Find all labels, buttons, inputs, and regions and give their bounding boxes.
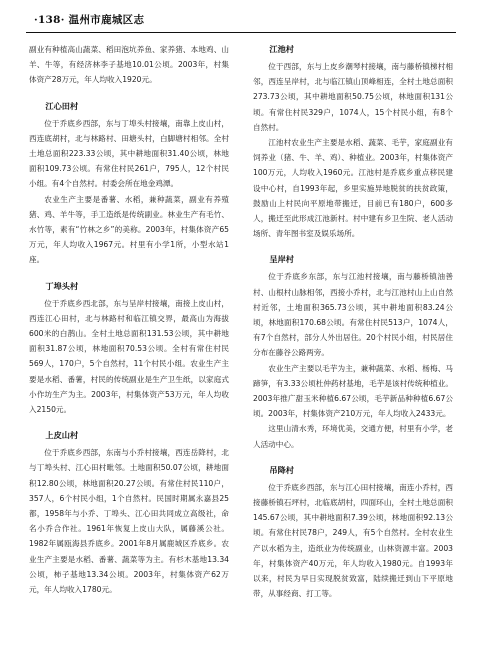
section-paragraph: 这里山清水秀，环境优美，交通方便，村里有小学，老人活动中心。 [253, 424, 453, 449]
section-paragraph: 位于乔底乡西部，东南与小乔村接壤，西连岳降村，北与丁埠头村、江心田村毗邻。土地面积50.07公顷，耕地面积12.80公顷，林地面积20.27公顷。有常住村民110户，357人，6个村民小组，1个自然村。民国时期属永嘉县25都，1958年与小乔、丁埠头、江心田共同成立高级社，命名小乔合作社。1961年恢复上皮山大队，属藤溪公社。1982年属瓯海县乔底乡。2001年8月属鹿城区乔底乡。农业生产主要是水稻、番薯、蔬菜等为主。有杉木基地13.34公顷，柿子基地13.34公顷。2003年，村集体资产62万元，年人均收入1780元。 [29, 448, 229, 595]
section-paragraph: 位于西部，东与上皮乡潮琴村接壤，南与藤桥镇梯村相邻，西连呈岸村，北与临江镇山顶峰相连，全村土地总面积273.73公顷，其中耕地面积50.75公顷，林地面积131公顷。有常住村民329户，1074人，15个村民小组，有8个自然村。 [253, 62, 453, 132]
section-title: 上皮山村 [45, 430, 79, 441]
section-title: 吊降村 [269, 464, 294, 475]
section-title: 江池村 [269, 44, 294, 54]
right-column [253, 42, 453, 602]
running-header [26, 10, 456, 32]
section-title: 江心田村 [45, 100, 79, 111]
section-title: 呈岸村 [269, 254, 294, 265]
page-number-and-title: ·138· 温州市鹿城区志 [34, 14, 145, 26]
section-paragraph: 位于乔底乡东部，东与江池村接壤，南与藤桥镇油善村、山根村山脉相邻，西接小乔村，北与江池村山上山自然村近邻，土地面积365.73公顷，其中耕地面积83.24公顷，林地面积170.68公顷。有常住村民513户，1074人，有7个自然村，部分人外出居住。20个村民小组，村民居住分布在藤谷公路两旁。 [253, 272, 453, 358]
section-paragraph: 位于乔底乡西北部，东与呈岸村接壤，南接上皮山村，西连江心田村，北与林路村和临江镇交界，最高山为海拔600米的白鹊山。全村土地总面积131.53公顷，其中耕地面积31.87公顷，林地面积70.53公顷。全村有常住村民569人，170户，5个自然村，11个村民小组。农业生产主要是水稻、番薯，村民的传统副业是生产卫生纸，以家庭式小作坊生产为主。2003年，村集体资产53万元，年人均收入2150元。 [29, 298, 229, 415]
section-title: 丁埠头村 [45, 280, 79, 291]
section-paragraph: 农业生产主要是番薯、水稻，兼种蔬菜，副业有养殖猪、鸡、羊牛等，手工造纸是传统副业。林业生产有毛竹、水竹等，素有“竹林之乡”的美称。2003年，村集体资产65万元，年人均收入1967元。村里有小学1所，小型水站1座。 [29, 194, 229, 265]
header-rule [26, 32, 456, 33]
section-paragraph: 位于乔底乡西部，东与丁埠头村接壤，南靠上皮山村，西连底胡村，北与林路村、田塘头村，白脚塘村相邻。全村土地总面积223.33公顷，其中耕地面积31.40公顷，林地面积109.73公顷。有常住村民261户，795人，12个村民小组。有4个自然村。村委会所在地金鸡潭。 [29, 118, 229, 189]
left-column [29, 42, 229, 597]
continued-paragraph: 副业有种植高山蔬菜、稻田泡坑养鱼、家养猪、本地鸡、山羊、牛等，有经济林李子基地10.01公顷。2003年，村集体资产28万元，年人均收入1920元。 [29, 45, 229, 85]
section-paragraph: 江池村农业生产主要是水稻、蔬菜、毛芋，家庭副业有饲养业（猪、牛、羊、鸡）、种植业。2003年，村集体资产100万元，人均收入1960元。江池村是乔底乡重点移民建设中心村，自1993年起，乡里实施异地脱贫的扶贫政策，鼓励山上村民向平原地带搬迁，目前已有180户，600多人，搬迁至此形成江池新村。村中建有乡卫生院、老人活动场所、青年图书室及娱乐场所。 [253, 138, 453, 239]
section-paragraph: 农业生产主要以毛芋为主，兼种蔬菜、水稻、杨梅、马蹄笋，有3.33公顷杜仲药材基地，毛芋是该村传统种植业。2003年推广甜玉米种植6.67公顷，毛芋新品种种植6.67公顷。2003年，村集体资产210万元，年人均收入2433元。 [253, 363, 453, 419]
section-paragraph: 位于乔底乡西部，东与江心田村接壤，南连小乔村，西接藤桥镇石坪村，北临底胡村，四面环山，全村土地总面积145.67公顷，其中耕地面积7.39公顷，林地面积92.13公顷。有常住村民78户，249人，有5个自然村。全村农业生产以水稻为主，造纸业为传统副业，山林资源丰富。2003年，村集体资产40万元，年人均收入1980元。自1993年以来，村民为早日实现脱贫致富，陆续搬迁到山下平原地带，从事经商、打工等。 [253, 482, 453, 599]
